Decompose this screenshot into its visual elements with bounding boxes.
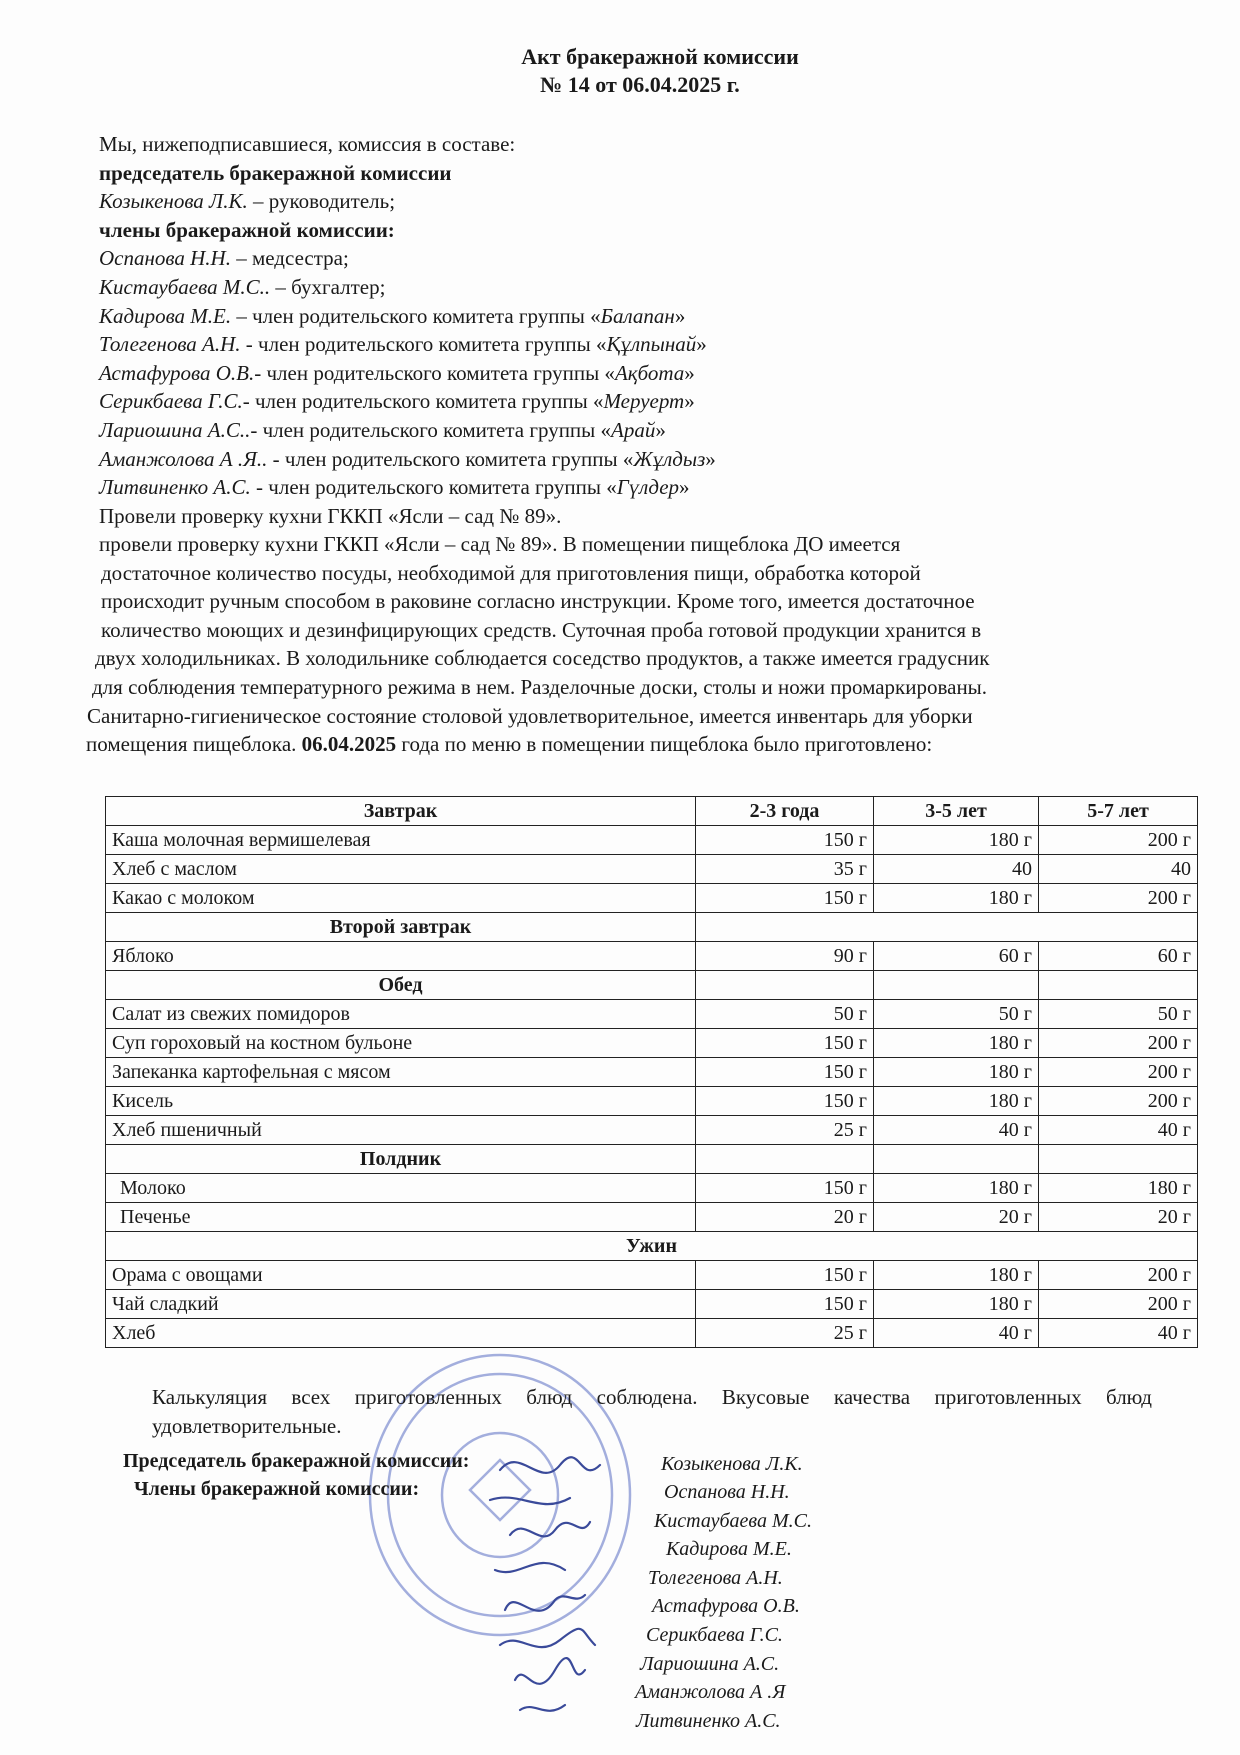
signatory-name: Литвиненко А.С. [636, 1709, 781, 1732]
table-row [106, 1174, 1198, 1203]
conclusion-text: Калькуляция всех приготовленных блюд соблюдена. Вкусовые качества приготовленных блюд удовлетворительные. [152, 1385, 1152, 1438]
quote-end: » [684, 360, 695, 385]
portion-cell: 180 г [874, 1261, 1039, 1290]
table-row [106, 1203, 1198, 1232]
section-second-breakfast: Второй завтрак [106, 913, 696, 942]
portion-cell: 200 г [1039, 1290, 1198, 1319]
portion-cell: 40 г [874, 1116, 1039, 1145]
member-group: Құлпынай [606, 332, 697, 357]
portion-cell: 200 г [1039, 826, 1198, 855]
inspection-paragraph [86, 530, 990, 759]
member-role: – бухгалтер; [270, 274, 386, 299]
column-header-meal: Завтрак [106, 797, 696, 826]
member-line [99, 387, 716, 416]
portion-cell: 150 г [696, 1174, 874, 1203]
member-line [99, 302, 716, 331]
member-role: - член родительского комитета группы « [250, 417, 612, 442]
member-group: Жұлдыз [633, 446, 706, 471]
portion-cell: 40 г [1039, 1116, 1198, 1145]
paragraph-line: Санитарно-гигиеническое состояние столовой удовлетворительное, имеется инвентарь для уборки [87, 703, 973, 728]
portion-cell: 200 г [1039, 1261, 1198, 1290]
member-name: Кадирова М.Е. [99, 303, 232, 328]
table-row [106, 1116, 1198, 1145]
member-group: Меруерт [603, 389, 685, 414]
section-row [106, 1145, 1198, 1174]
table-row [106, 1029, 1198, 1058]
table-row [106, 942, 1198, 971]
quote-end: » [679, 475, 690, 500]
table-row [106, 855, 1198, 884]
member-name: Толегенова А.Н. [99, 332, 241, 357]
column-header-age-3-5: 3-5 лет [874, 797, 1039, 826]
dish-cell: Какао с молоком [106, 884, 696, 913]
member-line [99, 330, 716, 359]
member-name: Литвиненко А.С. [99, 475, 251, 500]
portion-cell: 180 г [874, 1087, 1039, 1116]
portion-cell: 50 г [1039, 1000, 1198, 1029]
chair-role: – руководитель; [247, 189, 396, 214]
signatory-name: Серикбаева Г.С. [646, 1623, 783, 1646]
dish-cell: Хлеб пшеничный [106, 1116, 696, 1145]
portion-cell: 60 г [874, 942, 1039, 971]
last-line-prefix: помещения пищеблока. [86, 732, 302, 757]
dish-cell: Хлеб с маслом [106, 855, 696, 884]
member-name: Астафурова О.В. [99, 360, 255, 385]
section-row [106, 913, 1198, 942]
menu-date: 06.04.2025 [301, 732, 397, 757]
signatory-name: Астафурова О.В. [652, 1595, 800, 1618]
portion-cell: 50 г [874, 1000, 1039, 1029]
paragraph-line: для соблюдения температурного режима в нем. Разделочные доски, столы и ножи промаркированы. [92, 674, 988, 699]
portion-cell: 150 г [696, 1290, 874, 1319]
member-line [99, 244, 716, 273]
member-group: Ақбота [614, 360, 685, 385]
paragraph-line: достаточное количество посуды, необходимой для приготовления пищи, обработка которой [101, 560, 921, 585]
portion-cell: 150 г [696, 1261, 874, 1290]
member-name: Лариошина А.С.. [99, 417, 251, 442]
dish-cell: Печенье [106, 1203, 696, 1232]
table-row [106, 1261, 1198, 1290]
signatory-name: Оспанова Н.Н. [664, 1481, 790, 1503]
member-role: - член родительского комитета группы « [250, 475, 617, 500]
member-role: - член родительского комитета группы « [240, 332, 607, 357]
member-name: Аманжолова А .Я.. [99, 446, 268, 471]
empty-cell [696, 913, 1198, 942]
last-line-suffix: года по меню в помещении пищеблока было приготовлено: [396, 732, 933, 757]
portion-cell: 200 г [1039, 1058, 1198, 1087]
signatory-name: Кистаубаева М.С. [654, 1509, 812, 1532]
commission-list [99, 130, 716, 530]
member-group: Балапан [600, 303, 675, 328]
table-row [106, 826, 1198, 855]
quote-end: » [674, 303, 686, 328]
member-role: – член родительского комитета группы « [231, 303, 601, 328]
dish-cell: Хлеб [106, 1319, 696, 1348]
dish-cell: Чай сладкий [106, 1290, 696, 1319]
table-row [106, 1058, 1198, 1087]
signatory-name: Кадирова М.Е. [666, 1538, 792, 1561]
portion-cell: 150 г [696, 1058, 874, 1087]
quote-end: » [705, 446, 716, 471]
chair-heading: председатель бракеражной комиссии [99, 160, 452, 185]
section-lunch: Обед [106, 971, 696, 1000]
chair-signature-name [661, 1450, 803, 1479]
member-group: Арай [611, 417, 656, 442]
signatory-name: Лариошина А.С. [640, 1652, 780, 1675]
member-role: - член родительского комитета группы « [242, 389, 604, 414]
section-dinner: Ужин [106, 1232, 1198, 1261]
signatory-name: Аманжолова А .Я [635, 1681, 786, 1704]
dish-cell: Запеканка картофельная с мясом [106, 1058, 696, 1087]
signatory-name: Козыкенова Л.К. [661, 1453, 803, 1475]
section-row [106, 1232, 1198, 1261]
chair-signature-label: Председатель бракеражной комиссии: [123, 1450, 470, 1472]
portion-cell: 180 г [874, 826, 1039, 855]
paragraph-line: количество моющих и дезинфицирующих средств. Суточная проба готовой продукции хранится в [101, 617, 982, 642]
portion-cell: 150 г [696, 826, 874, 855]
member-signature-names [635, 1478, 812, 1735]
column-header-age-2-3: 2-3 года [696, 797, 874, 826]
portion-cell: 35 г [696, 855, 874, 884]
portion-cell: 150 г [696, 1029, 874, 1058]
portion-cell: 20 г [874, 1203, 1039, 1232]
portion-cell: 150 г [696, 1087, 874, 1116]
section-snack: Полдник [106, 1145, 696, 1174]
member-line [99, 473, 716, 502]
handwritten-signatures [480, 1440, 620, 1730]
table-row [106, 884, 1198, 913]
paragraph-line: происходит ручным способом в раковине согласно инструкции. Кроме того, имеется достаточное [101, 589, 975, 614]
portion-cell: 180 г [874, 1290, 1039, 1319]
portion-cell: 90 г [696, 942, 874, 971]
portion-cell: 180 г [874, 1174, 1039, 1203]
document-number: № 14 от 06.04.2025 г. [540, 72, 740, 97]
portion-cell: 180 г [1039, 1174, 1198, 1203]
portion-cell: 180 г [874, 1029, 1039, 1058]
portion-cell: 50 г [696, 1000, 874, 1029]
intro-line: Мы, нижеподписавшиеся, комиссия в составе: [99, 132, 516, 156]
portion-cell: 40 [1039, 855, 1198, 884]
member-role: - член родительского комитета группы « [254, 360, 615, 385]
empty-cell [696, 971, 874, 1000]
dish-cell: Яблоко [106, 942, 696, 971]
member-line [99, 416, 716, 445]
section-row [106, 971, 1198, 1000]
portion-cell: 20 г [1039, 1203, 1198, 1232]
member-name: Серикбаева Г.С. [99, 389, 243, 414]
chair-line [99, 187, 716, 216]
table-row [106, 1290, 1198, 1319]
column-header-age-5-7: 5-7 лет [1039, 797, 1198, 826]
dish-cell: Орама с овощами [106, 1261, 696, 1290]
member-name: Оспанова Н.Н. [99, 246, 231, 271]
empty-cell [696, 1145, 874, 1174]
empty-cell [874, 971, 1039, 1000]
empty-cell [1039, 971, 1198, 1000]
portion-cell: 180 г [874, 1058, 1039, 1087]
portion-cell: 20 г [696, 1203, 874, 1232]
members-heading: члены бракеражной комиссии: [99, 217, 395, 242]
portion-cell: 40 г [874, 1319, 1039, 1348]
document-title: Акт бракеражной комиссии [521, 44, 799, 69]
paragraph-line: двух холодильниках. В холодильнике соблюдается соседство продуктов, а также имеется градусник [95, 646, 990, 671]
member-line [99, 273, 716, 302]
paragraph-last-line [86, 730, 989, 759]
empty-cell [1039, 1145, 1198, 1174]
inspection-line: Провели проверку кухни ГККП «Ясли – сад № 89». [99, 503, 562, 528]
portion-cell: 200 г [1039, 1087, 1198, 1116]
portion-cell: 40 г [1039, 1319, 1198, 1348]
dish-cell: Суп гороховый на костном бульоне [106, 1029, 696, 1058]
portion-cell: 200 г [1039, 884, 1198, 913]
empty-cell [874, 1145, 1039, 1174]
member-group: Гүлдер [616, 475, 680, 500]
menu-table [105, 796, 1198, 1348]
quote-end: » [696, 332, 707, 357]
table-row [106, 1000, 1198, 1029]
chair-name: Козыкенова Л.К. [99, 189, 248, 214]
member-role: - член родительского комитета группы « [267, 446, 634, 471]
member-line [99, 359, 716, 388]
dish-cell: Молоко [106, 1174, 696, 1203]
table-row [106, 1319, 1198, 1348]
member-line [99, 445, 716, 474]
portion-cell: 200 г [1039, 1029, 1198, 1058]
member-role: – медсестра; [230, 246, 349, 271]
table-row [106, 1087, 1198, 1116]
portion-cell: 40 [874, 855, 1039, 884]
portion-cell: 25 г [696, 1116, 874, 1145]
paragraph-line: провели проверку кухни ГККП «Ясли – сад № 89». В помещении пищеблока ДО имеется [99, 532, 901, 556]
quote-end: » [684, 389, 695, 414]
dish-cell: Каша молочная вермишелевая [106, 826, 696, 855]
portion-cell: 150 г [696, 884, 874, 913]
member-name: Кистаубаева М.С.. [99, 274, 271, 299]
portion-cell: 180 г [874, 884, 1039, 913]
portion-cell: 60 г [1039, 942, 1198, 971]
members-signature-label: Члены бракеражной комиссии: [134, 1478, 420, 1500]
dish-cell: Салат из свежих помидоров [106, 1000, 696, 1029]
table-header-row [106, 797, 1198, 826]
signatory-name: Толегенова А.Н. [648, 1566, 783, 1589]
dish-cell: Кисель [106, 1087, 696, 1116]
portion-cell: 25 г [696, 1319, 874, 1348]
quote-end: » [655, 417, 666, 442]
